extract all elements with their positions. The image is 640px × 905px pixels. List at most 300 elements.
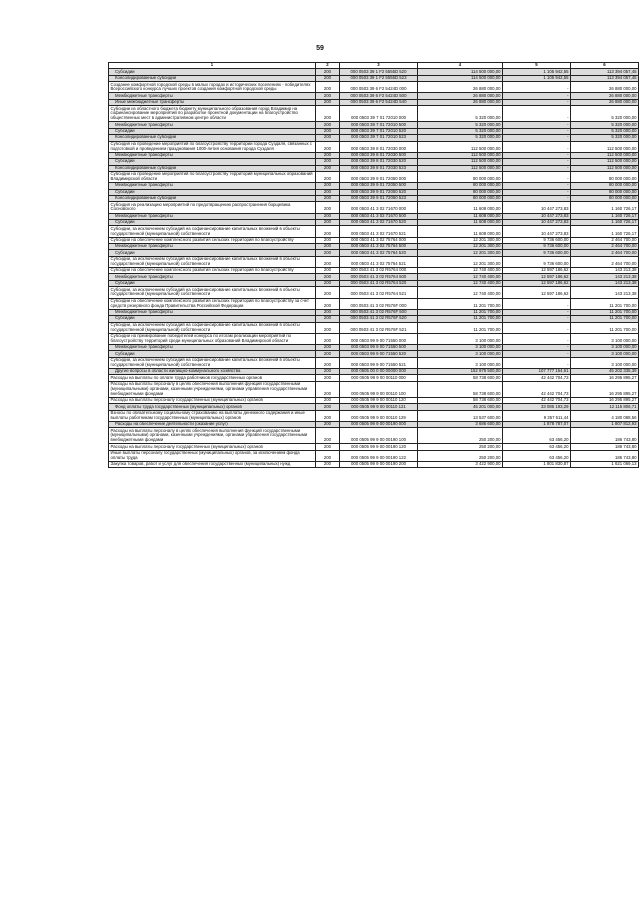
row-code-cell: 200 [316,268,340,274]
row-name-cell: Субсидии на обеспечение комплексного развития сельских территорий по благоустройству [109,268,316,274]
row-name-cell: Субсидии [109,189,316,195]
row-unexecuted-cell: 143 213,38 [571,287,639,298]
row-approved-cell: 250 200,00 [418,428,503,444]
row-executed-cell: - [503,122,571,128]
table-row [109,237,639,243]
row-name-cell: Субсидии, за исключением субсидий на софинансирование капитальных вложений в объекты государственной (муниципальной) собственности [109,287,316,298]
row-approved-cell: 13 537 600,00 [418,410,503,421]
row-code-cell: 200 [316,122,340,128]
row-executed-cell: - [503,159,571,165]
row-unexecuted-cell: 16 295 895,27 [571,375,639,381]
row-approved-cell: 12 740 400,00 [418,280,503,286]
row-executed-cell: - [503,141,571,152]
row-code-cell: 200 [316,93,340,99]
row-executed-cell: 1 801 830,87 [503,461,571,467]
row-name-cell: Расходы на выплаты персоналу государственных (муниципальных) органов [109,444,316,450]
row-executed-cell: - [503,195,571,201]
row-approved-cell: 80 000 000,00 [418,183,503,189]
row-kbk-cell: 000 0503 99 9 00 71550 520 [340,351,418,357]
header-col-4: 4 [418,63,503,69]
row-approved-cell: 12 201 300,00 [418,237,503,243]
row-executed-cell: 1 878 787,07 [503,421,571,427]
row-approved-cell: 3 100 000,00 [418,357,503,368]
row-approved-cell: 3 100 000,00 [418,333,503,344]
row-code-cell: 200 [316,152,340,158]
row-code-cell: 200 [316,287,340,298]
row-approved-cell: 112 500 000,00 [418,152,503,158]
row-approved-cell: 11 608 000,00 [418,220,503,226]
row-code-cell: 200 [316,213,340,219]
row-kbk-cell: 000 0503 41 3 02 R576F 520 [340,316,418,322]
row-approved-cell: 12 201 300,00 [418,256,503,267]
row-executed-cell: 33 085 193,29 [503,404,571,410]
row-name-cell: Субсидии из областного бюджета бюджету муниципального образования город Владимир на софинансирование мероприятий по разработке проектной документации на благоустройство общественных мест в административном центре области [109,106,316,122]
row-kbk-cell: 000 0503 41 3 02 71670 520 [340,220,418,226]
row-approved-cell: 80 000 000,00 [418,195,503,201]
row-executed-cell: - [503,93,571,99]
table-row [109,381,639,397]
row-kbk-cell: 000 0503 41 3 02 R576F 521 [340,322,418,333]
row-kbk-cell: 000 0503 39 8 01 72030 520 [340,159,418,165]
row-code-cell: 200 [316,344,340,350]
row-executed-cell: - [503,152,571,158]
row-kbk-cell: 000 0503 41 3 02 71670 000 [340,202,418,213]
row-kbk-cell: 000 0505 00 0 00 00000 000 [340,369,418,375]
page-number: 59 [316,45,324,52]
table-row [109,106,639,122]
row-executed-cell: 10 447 273,83 [503,220,571,226]
row-approved-cell: 12 740 400,00 [418,287,503,298]
row-executed-cell: 9 736 600,00 [503,237,571,243]
row-approved-cell: 3 422 900,00 [418,461,503,467]
row-name-cell: Межбюджетные трансферты [109,93,316,99]
row-unexecuted-cell: 3 100 000,00 [571,357,639,368]
row-executed-cell: - [503,351,571,357]
row-code-cell: 200 [316,316,340,322]
table-row [109,397,639,403]
row-approved-cell: 26 880 000,00 [418,93,503,99]
row-name-cell: Межбюджетные трансферты [109,274,316,280]
row-name-cell: Субсидии [109,351,316,357]
row-name-cell: Субсидии на премирование победителей конкурса по итогам реализации мероприятий по благоустройству территорий среди муниципальных образований Владимирской области [109,333,316,344]
row-name-cell: Субсидия на проведение мероприятий по благоустройству территории города Суздаля, связанных с подготовкой и проведением празднования 1000-летия основания города Суздаля [109,141,316,152]
row-name-cell: Субсидии на обеспечение комплексного развития сельских территорий по благоустройству за счет средств резервного фонда Правительства Российской Федерации [109,298,316,309]
row-executed-cell: 42 442 704,73 [503,381,571,397]
row-unexecuted-cell: 12 115 806,71 [571,404,639,410]
row-name-cell: Субсидии [109,316,316,322]
row-unexecuted-cell: 113 394 057,45 [571,75,639,81]
row-unexecuted-cell: 16 295 895,27 [571,397,639,403]
row-approved-cell: 12 740 400,00 [418,274,503,280]
row-unexecuted-cell: 1 160 726,17 [571,202,639,213]
row-approved-cell: 12 201 300,00 [418,250,503,256]
row-executed-cell: - [503,333,571,344]
row-unexecuted-cell: 11 201 700,00 [571,309,639,315]
row-executed-cell: 9 736 600,00 [503,244,571,250]
row-kbk-cell: 000 0505 99 9 00 00110 129 [340,410,418,421]
row-executed-cell: - [503,171,571,182]
row-approved-cell: 58 738 600,00 [418,375,503,381]
row-unexecuted-cell: 3 100 000,00 [571,344,639,350]
row-kbk-cell: 000 0505 99 9 00 00190 100 [340,428,418,444]
row-name-cell: Межбюджетные трансферты [109,244,316,250]
row-kbk-cell: 000 0505 99 9 00 00110 000 [340,375,418,381]
row-code-cell: 200 [316,171,340,182]
row-approved-cell: 26 880 000,00 [418,99,503,105]
row-name-cell: Субсидии, за исключением субсидий на софинансирование капитальных вложений в объекты государственной (муниципальной) собственности [109,226,316,237]
row-kbk-cell: 000 0503 39 9 01 72050 520 [340,189,418,195]
row-kbk-cell: 000 0503 41 3 02 71670 500 [340,213,418,219]
row-code-cell: 200 [316,106,340,122]
row-kbk-cell: 000 0503 39 9 01 72050 000 [340,171,418,182]
row-unexecuted-cell: 1 160 726,17 [571,226,639,237]
table-row [109,461,639,467]
row-name-cell: Субсидии на проведение мероприятий по благоустройству территорий муниципальных образований Владимирской области [109,171,316,182]
row-kbk-cell: 000 0505 99 9 00 00110 120 [340,397,418,403]
row-approved-cell: 3 100 000,00 [418,351,503,357]
row-kbk-cell: 000 0505 99 9 00 00110 121 [340,404,418,410]
row-code-cell: 200 [316,404,340,410]
row-approved-cell: 11 201 700,00 [418,316,503,322]
row-name-cell: Иные межбюджетные трансферты [109,99,316,105]
row-unexecuted-cell: 16 295 895,27 [571,381,639,397]
row-unexecuted-cell: 186 743,80 [571,428,639,444]
row-code-cell: 200 [316,298,340,309]
row-unexecuted-cell: 26 880 000,00 [571,82,639,93]
row-name-cell: Фонд оплаты труда государственных (муниципальных) органов [109,404,316,410]
row-name-cell: Расходы на выплаты персоналу государственных (муниципальных) органов [109,397,316,403]
row-kbk-cell: 000 0503 99 9 00 71550 521 [340,357,418,368]
table-row [109,287,639,298]
row-code-cell: 200 [316,375,340,381]
row-name-cell: Субсидии [109,280,316,286]
table-row [109,375,639,381]
row-approved-cell: 11 201 700,00 [418,298,503,309]
row-unexecuted-cell: 1 160 726,17 [571,213,639,219]
row-name-cell: Создание комфортной городской среды в малых городах и исторических поселениях - победителях Всероссийского конкурса лучших проектов создания комфортной городской среды [109,82,316,93]
row-executed-cell: 10 447 273,83 [503,213,571,219]
row-name-cell: Субсидии [109,128,316,134]
row-name-cell: Межбюджетные трансферты [109,122,316,128]
row-code-cell: 200 [316,351,340,357]
row-name-cell: Взносы по обязательному социальному страхованию на выплаты денежного содержания и иные выплаты работникам государственных (муниципальных) органов [109,410,316,421]
row-kbk-cell: 000 0505 99 9 00 00190 120 [340,444,418,450]
table-row [109,268,639,274]
table-row [109,410,639,421]
table-row [109,256,639,267]
row-unexecuted-cell: 143 213,38 [571,268,639,274]
row-unexecuted-cell: 80 000 000,00 [571,189,639,195]
budget-table [108,62,639,468]
row-executed-cell: 12 597 186,62 [503,280,571,286]
header-col-6: 6 [571,63,639,69]
row-kbk-cell: 000 0503 41 3 02 R5764 520 [340,280,418,286]
row-name-cell: Консолидированные субсидии [109,75,316,81]
row-code-cell: 200 [316,159,340,165]
row-kbk-cell: 000 0503 41 3 02 75764 500 [340,244,418,250]
row-unexecuted-cell: 1 621 069,13 [571,461,639,467]
row-name-cell: Расходы на выплаты персоналу в целях обеспечения выполнения функций государственными (муниципальными) органами, казенными учреждениями, органами управления государственными внебюджетными фондами [109,381,316,397]
row-code-cell: 200 [316,397,340,403]
row-executed-cell: - [503,135,571,141]
row-code-cell: 200 [316,244,340,250]
row-executed-cell: 12 597 186,62 [503,268,571,274]
row-code-cell: 200 [316,135,340,141]
row-unexecuted-cell: 186 743,80 [571,450,639,461]
row-code-cell: 200 [316,421,340,427]
row-kbk-cell: 000 0503 39 9 01 72050 523 [340,195,418,201]
row-unexecuted-cell: 3 100 000,00 [571,333,639,344]
row-unexecuted-cell: 2 464 700,00 [571,244,639,250]
header-col-1: 1 [109,63,316,69]
row-kbk-cell: 000 0503 39 7 01 72010 500 [340,122,418,128]
table-row [109,369,639,375]
row-code-cell: 200 [316,202,340,213]
row-code-cell: 200 [316,381,340,397]
row-executed-cell: 63 456,20 [503,450,571,461]
row-name-cell: Субсидии [109,159,316,165]
row-code-cell: 200 [316,461,340,467]
header-col-2: 2 [316,63,340,69]
row-kbk-cell: 000 0503 41 3 02 R5764 000 [340,268,418,274]
row-code-cell: 200 [316,309,340,315]
row-code-cell: 200 [316,256,340,267]
table-row [109,226,639,237]
row-approved-cell: 250 200,00 [418,444,503,450]
table-row [109,322,639,333]
row-name-cell: Межбюджетные трансферты [109,344,316,350]
row-executed-cell: 12 597 186,62 [503,287,571,298]
row-kbk-cell: 000 0503 41 3 02 R5764 521 [340,287,418,298]
row-code-cell: 200 [316,450,340,461]
row-name-cell: Иные выплаты персоналу государственных (муниципальных) органов, за исключением фонда оплаты труда [109,450,316,461]
row-executed-cell: 9 736 600,00 [503,250,571,256]
row-name-cell: Субсидии [109,220,316,226]
row-code-cell: 200 [316,141,340,152]
row-kbk-cell: 000 0503 99 9 00 71550 000 [340,333,418,344]
table-row [109,450,639,461]
row-unexecuted-cell: 11 201 700,00 [571,298,639,309]
row-code-cell: 200 [316,75,340,81]
row-approved-cell: 11 201 700,00 [418,309,503,315]
row-unexecuted-cell: 2 464 700,00 [571,237,639,243]
row-approved-cell: 5 320 000,00 [418,135,503,141]
row-executed-cell: - [503,106,571,122]
row-approved-cell: 112 500 000,00 [418,159,503,165]
table-row [109,171,639,182]
row-kbk-cell: 000 0503 39 6 F2 5424D 000 [340,82,418,93]
row-kbk-cell: 000 0503 41 3 02 R5764 500 [340,274,418,280]
table-row [109,141,639,152]
row-kbk-cell: 000 0503 41 3 02 R576F 000 [340,298,418,309]
row-executed-cell: - [503,183,571,189]
row-executed-cell: 63 456,20 [503,444,571,450]
row-unexecuted-cell: 26 880 000,00 [571,99,639,105]
row-kbk-cell: 000 0503 41 3 02 71670 521 [340,226,418,237]
row-kbk-cell: 000 0503 39 1 F2 5555D 520 [340,69,418,75]
table-row [109,404,639,410]
row-unexecuted-cell: 5 320 000,00 [571,135,639,141]
row-approved-cell: 12 201 300,00 [418,244,503,250]
row-executed-cell: - [503,189,571,195]
row-code-cell: 200 [316,220,340,226]
row-kbk-cell: 000 0505 99 9 00 00190 000 [340,421,418,427]
row-code-cell: 200 [316,183,340,189]
row-approved-cell: 80 000 000,00 [418,189,503,195]
row-unexecuted-cell: 1 160 726,17 [571,220,639,226]
row-kbk-cell: 000 0505 99 9 00 00190 200 [340,461,418,467]
row-kbk-cell: 000 0503 39 8 01 72030 500 [340,152,418,158]
row-name-cell: Субсидии [109,250,316,256]
row-code-cell: 200 [316,237,340,243]
row-code-cell: 200 [316,280,340,286]
row-code-cell: 200 [316,322,340,333]
row-kbk-cell: 000 0503 41 3 02 75764 521 [340,256,418,267]
row-executed-cell: 1 105 942,55 [503,69,571,75]
row-name-cell: Межбюджетные трансферты [109,309,316,315]
row-name-cell: Субсидии [109,69,316,75]
row-unexecuted-cell: 143 213,38 [571,280,639,286]
row-executed-cell: - [503,165,571,171]
row-kbk-cell: 000 0503 39 7 01 72010 000 [340,106,418,122]
row-approved-cell: 58 738 600,00 [418,381,503,397]
row-name-cell: Субсидии, за исключением субсидий на софинансирование капитальных вложений в объекты государственной (муниципальной) собственности [109,357,316,368]
row-unexecuted-cell: 80 000 000,00 [571,195,639,201]
row-kbk-cell: 000 0505 99 9 00 00190 122 [340,450,418,461]
row-kbk-cell: 000 0503 39 7 01 72010 520 [340,128,418,134]
row-name-cell: Расходы на выплаты по оплате труда работников государственных органов [109,375,316,381]
row-code-cell: 200 [316,428,340,444]
row-kbk-cell: 000 0503 41 3 02 75764 520 [340,250,418,256]
row-unexecuted-cell: 5 320 000,00 [571,122,639,128]
row-code-cell: 200 [316,128,340,134]
row-code-cell: 200 [316,250,340,256]
row-code-cell: 200 [316,82,340,93]
table-row [109,357,639,368]
row-unexecuted-cell: 45 202 335,39 [571,369,639,375]
row-unexecuted-cell: 113 394 057,45 [571,69,639,75]
row-name-cell: Субсидии на обеспечение комплексного развития сельских территорий по благоустройству [109,237,316,243]
row-executed-cell: - [503,322,571,333]
row-unexecuted-cell: 11 201 700,00 [571,316,639,322]
header-col-3: 3 [340,63,418,69]
row-unexecuted-cell: 80 000 000,00 [571,171,639,182]
row-code-cell: 200 [316,333,340,344]
row-approved-cell: 80 000 000,00 [418,171,503,182]
row-code-cell: 200 [316,369,340,375]
row-executed-cell: 63 456,20 [503,428,571,444]
row-approved-cell: 114 500 000,00 [418,75,503,81]
row-kbk-cell: 000 0503 41 3 02 R576F 500 [340,309,418,315]
row-kbk-cell: 000 0503 39 8 01 72030 000 [340,141,418,152]
row-executed-cell: - [503,309,571,315]
row-executed-cell: 42 442 704,73 [503,397,571,403]
row-executed-cell: 10 447 273,83 [503,202,571,213]
row-kbk-cell: 000 0503 39 6 F2 5424D 500 [340,93,418,99]
row-kbk-cell: 000 0503 39 1 F2 5555D 523 [340,75,418,81]
row-unexecuted-cell: 112 500 000,00 [571,159,639,165]
row-approved-cell: 11 608 000,00 [418,226,503,237]
row-executed-cell: 42 442 704,73 [503,375,571,381]
row-approved-cell: 112 500 000,00 [418,141,503,152]
row-name-cell: Межбюджетные трансферты [109,152,316,158]
row-code-cell: 200 [316,274,340,280]
row-unexecuted-cell: 112 500 000,00 [571,152,639,158]
row-kbk-cell: 000 0505 99 9 00 00110 100 [340,381,418,397]
row-unexecuted-cell: 3 100 000,00 [571,351,639,357]
row-approved-cell: 11 608 000,00 [418,213,503,219]
row-unexecuted-cell: 1 807 812,93 [571,421,639,427]
row-code-cell: 200 [316,195,340,201]
row-executed-cell: - [503,357,571,368]
row-kbk-cell: 000 0503 39 8 01 72030 523 [340,165,418,171]
row-unexecuted-cell: 2 464 700,00 [571,250,639,256]
row-approved-cell: 12 740 400,00 [418,268,503,274]
row-kbk-cell: 000 0503 39 6 F2 5424D 540 [340,99,418,105]
row-unexecuted-cell: 5 320 000,00 [571,128,639,134]
table-row [109,421,639,427]
row-kbk-cell: 000 0503 41 3 02 75764 000 [340,237,418,243]
row-executed-cell: 9 357 511,44 [503,410,571,421]
row-approved-cell: 114 500 000,00 [418,69,503,75]
row-unexecuted-cell: 112 500 000,00 [571,141,639,152]
row-name-cell: Расходы на обеспечение деятельности (оказание услуг) [109,421,316,427]
row-unexecuted-cell: 2 464 700,00 [571,256,639,267]
row-name-cell: Субсидия на реализацию мероприятий по предотвращению распространения борщевика Сосновского [109,202,316,213]
row-approved-cell: 26 880 000,00 [418,82,503,93]
row-executed-cell: - [503,344,571,350]
row-kbk-cell: 000 0503 39 9 01 72050 500 [340,183,418,189]
row-unexecuted-cell: 26 880 000,00 [571,93,639,99]
row-executed-cell: 9 736 600,00 [503,256,571,267]
row-unexecuted-cell: 80 000 000,00 [571,183,639,189]
row-approved-cell: 5 320 000,00 [418,122,503,128]
row-executed-cell: - [503,82,571,93]
row-code-cell: 200 [316,444,340,450]
row-approved-cell: 11 201 700,00 [418,322,503,333]
table-row [109,82,639,93]
row-code-cell: 200 [316,410,340,421]
row-code-cell: 200 [316,357,340,368]
row-approved-cell: 152 979 500,00 [418,369,503,375]
table-row [109,298,639,309]
row-approved-cell: 3 100 000,00 [418,344,503,350]
row-unexecuted-cell: 4 180 088,56 [571,410,639,421]
row-executed-cell: 107 777 164,61 [503,369,571,375]
row-kbk-cell: 000 0503 39 7 01 72010 523 [340,135,418,141]
table-row [109,444,639,450]
row-code-cell: 200 [316,226,340,237]
row-code-cell: 200 [316,99,340,105]
row-kbk-cell: 000 0503 99 9 00 71550 500 [340,344,418,350]
table-row [109,428,639,444]
row-name-cell: Консолидированные субсидии [109,195,316,201]
row-approved-cell: 5 320 000,00 [418,128,503,134]
row-name-cell: Другие вопросы в области жилищно-коммунального хозяйства [109,369,316,375]
row-name-cell: Субсидии, за исключением субсидий на софинансирование капитальных вложений в объекты государственной (муниципальной) собственности [109,256,316,267]
row-unexecuted-cell: 11 201 700,00 [571,322,639,333]
row-code-cell: 200 [316,189,340,195]
row-code-cell: 200 [316,165,340,171]
row-unexecuted-cell: 143 213,38 [571,274,639,280]
row-approved-cell: 11 608 000,00 [418,202,503,213]
row-unexecuted-cell: 112 500 000,00 [571,165,639,171]
row-executed-cell: - [503,298,571,309]
row-name-cell: Межбюджетные трансферты [109,183,316,189]
row-name-cell: Закупка товаров, работ и услуг для обеспечения государственных (муниципальных) нужд [109,461,316,467]
header-col-5: 5 [503,63,571,69]
row-unexecuted-cell: 5 320 000,00 [571,106,639,122]
